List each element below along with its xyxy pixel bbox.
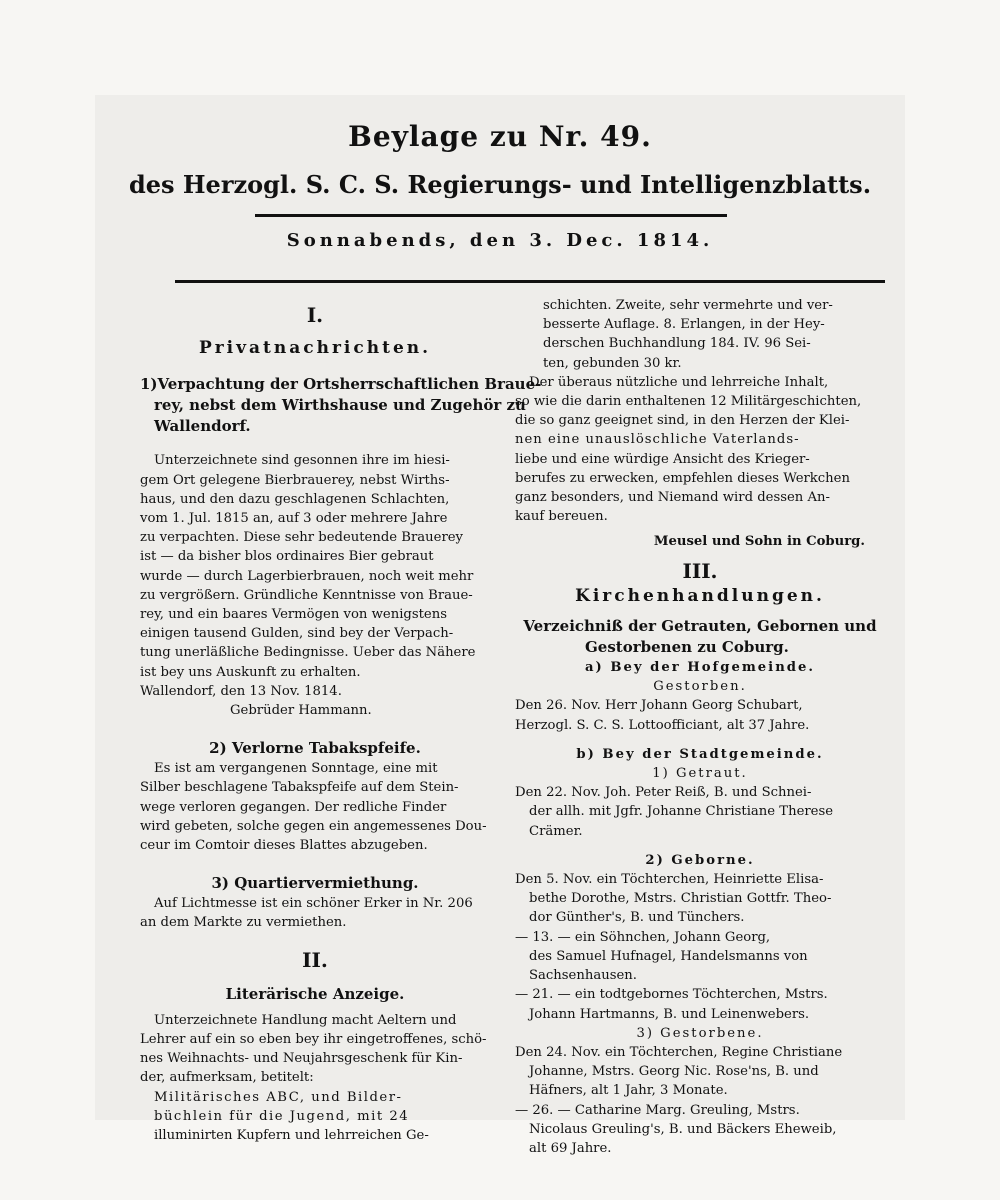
section-number-I: I.: [306, 303, 324, 327]
text-line: — 13. — ein Söhnchen, Johann Georg,: [515, 929, 771, 945]
text-line: Den 22. Nov. Joh. Peter Reiß, B. und Schnei-: [515, 785, 812, 801]
court-parish-entry: [515, 696, 885, 734]
text-line: Herzogl. S. C. S. Lottoofficiant, alt 37 Jahre.: [515, 717, 810, 733]
heading-line: rey, nebst dem Wirthshause und Zugehör zu: [154, 396, 526, 415]
text-line: der allh. mit Jgfr. Johanne Christiane Therese: [529, 804, 834, 820]
text-line: zu vergrößern. Gründliche Kenntnisse von Braue-: [140, 587, 473, 603]
text-line: schichten. Zweite, sehr vermehrte und ver-: [543, 298, 833, 313]
text-line: berufes zu erwecken, empfehlen dieses Werkchen: [515, 470, 850, 486]
church-records-heading: Kirchenhandlungen.: [575, 585, 825, 606]
rule-bottom: [175, 280, 885, 283]
text-line: ten, gebunden 30 kr.: [543, 355, 682, 371]
text-line: Nicolaus Greuling's, B. und Bäckers Eheweib,: [529, 1121, 837, 1137]
text-line: gem Ort gelegene Bierbrauerey, nebst Wirths-: [140, 472, 450, 488]
births-subheading: 2) Geborne.: [645, 852, 755, 868]
right-column: [515, 296, 885, 1158]
supplement-title: Beylage zu Nr. 49.: [348, 120, 652, 153]
article-3-heading: 3) Quartiervermiethung.: [211, 874, 419, 893]
deaths-entries: [515, 1043, 885, 1158]
text-line: Lehrer auf ein so eben bey ihr eingetroffenes, schö-: [140, 1032, 487, 1048]
deceased-subheading: Gestorben.: [653, 679, 747, 695]
city-parish-heading: b) Bey der Stadtgemeinde.: [576, 746, 824, 762]
heading-line: Wallendorf.: [154, 417, 251, 436]
text-line: Johann Hartmanns, B. und Leinenwebers.: [529, 1006, 810, 1022]
signature: Gebrüder Hammann.: [230, 703, 372, 719]
register-heading: [515, 616, 885, 658]
text-line: derschen Buchhandlung 184. IV. 96 Sei-: [543, 336, 811, 352]
text-line: ceur im Comtoir dieses Blattes abzugeben.: [140, 838, 428, 854]
text-line: Es ist am vergangenen Sonntage, eine mit: [154, 761, 438, 777]
text-line: ist — da bisher blos ordinaires Bier gebraut: [140, 549, 434, 565]
text-line: nen eine unauslöschliche Vaterlands-: [515, 432, 800, 448]
court-parish-heading: a) Bey der Hofgemeinde.: [584, 660, 815, 676]
heading-line: Gestorbenen zu Coburg.: [585, 638, 789, 657]
text-line: Crämer.: [529, 823, 583, 839]
text-line: wurde — durch Lagerbierbrauen, noch weit mehr: [140, 568, 474, 584]
private-news-heading: Privatnachrichten.: [198, 338, 432, 359]
text-line: dor Günther's, B. und Tünchers.: [529, 910, 745, 926]
text-line: der, aufmerksam, betitelt:: [140, 1070, 314, 1086]
text-line: Johanne, Mstrs. Georg Nic. Rose'ns, B. und: [529, 1064, 819, 1080]
article-3-body: [140, 894, 490, 932]
section-number-II: II.: [302, 947, 328, 972]
text-line: Unterzeichnete Handlung macht Aeltern und: [154, 1012, 457, 1028]
literary-notice-heading: Literärische Anzeige.: [225, 984, 405, 1003]
text-line: wird gebeten, solche gegen ein angemessenes Dou-: [140, 818, 487, 834]
gazette-subtitle: des Herzogl. S. C. S. Regierungs- und Intelligenzblatts.: [128, 170, 872, 199]
deaths-subheading: 3) Gestorbene.: [636, 1025, 764, 1041]
literary-notice-body: [140, 1011, 490, 1145]
text-line: bethe Dorothe, Mstrs. Christian Gottfr. Theo-: [529, 891, 832, 907]
section-number-III: III.: [682, 558, 718, 583]
text-line: Auf Lichtmesse ist ein schöner Erker in Nr. 206: [154, 896, 473, 912]
text-line: alt 69 Jahre.: [529, 1140, 612, 1156]
article-2-body: [140, 759, 490, 855]
book-title-line: illuminirten Kupfern und lehrreichen Ge-: [154, 1128, 429, 1144]
married-entries: [515, 783, 885, 841]
text-line: besserte Auflage. 8. Erlangen, in der Hey-: [543, 317, 825, 333]
text-line: Häfners, alt 1 Jahr, 3 Monate.: [529, 1083, 728, 1099]
text-line: — 26. — Catharine Marg. Greuling, Mstrs.: [515, 1102, 800, 1118]
article-1-body: [140, 451, 490, 720]
text-line: — 21. — ein todtgebornes Töchterchen, Mstrs.: [515, 987, 828, 1003]
book-title-line: büchlein für die Jugend, mit 24: [154, 1108, 410, 1124]
text-line: ist bey uns Auskunft zu erhalten.: [140, 664, 361, 680]
text-line: vom 1. Jul. 1815 an, auf 3 oder mehrere Jahre: [140, 511, 448, 527]
text-line: Unterzeichnete sind gesonnen ihre im hiesi-: [154, 453, 450, 469]
text-line: wege verloren gegangen. Der redliche Finder: [140, 799, 447, 815]
literary-notice-continued: [515, 296, 885, 373]
text-line: einigen tausend Gulden, sind bey der Verpach-: [140, 626, 454, 642]
text-line: tung unerläßliche Bedingnisse. Ueber das Nähere: [140, 645, 476, 661]
article-1-heading: [140, 374, 542, 437]
rule-top: [255, 214, 727, 217]
text-line: haus, und den dazu geschlagenen Schlachten,: [140, 491, 450, 507]
place-date: Wallendorf, den 13 Nov. 1814.: [140, 683, 342, 699]
heading-line: Verzeichniß der Getrauten, Gebornen und: [523, 617, 877, 636]
issue-date: Sonnabends, den 3. Dec. 1814.: [286, 230, 714, 251]
literary-notice-body-2: [515, 373, 885, 527]
text-line: Sachsenhausen.: [529, 968, 637, 984]
text-line: zu verpachten. Diese sehr bedeutende Brauerey: [140, 530, 464, 546]
births-entries: [515, 870, 885, 1024]
married-subheading: 1) Getraut.: [652, 766, 748, 782]
text-line: an dem Markte zu vermiethen.: [140, 915, 347, 931]
text-line: Der überaus nützliche und lehrreiche Inhalt,: [529, 374, 829, 390]
book-title-line: Militärisches ABC, und Bilder-: [154, 1089, 403, 1105]
text-line: die so ganz geeignet sind, in den Herzen der Klei-: [515, 413, 850, 429]
text-line: Silber beschlagene Tabakspfeife auf dem Stein-: [140, 780, 459, 796]
text-line: so wie die darin enthaltenen 12 Militärgeschichten,: [515, 394, 862, 410]
publisher-signature: Meusel und Sohn in Coburg.: [653, 534, 865, 550]
heading-line: 1)Verpachtung der Ortsherrschaftlichen Braue-: [140, 375, 542, 394]
text-line: Den 5. Nov. ein Töchterchen, Heinriette Elisa-: [515, 872, 824, 888]
text-line: Den 24. Nov. ein Töchterchen, Regine Christiane: [515, 1044, 843, 1060]
text-line: nes Weihnachts- und Neujahrsgeschenk für Kin-: [140, 1051, 463, 1067]
text-line: ganz besonders, und Niemand wird dessen An-: [515, 490, 830, 506]
text-line: des Samuel Hufnagel, Handelsmanns von: [529, 948, 808, 964]
text-line: kauf bereuen.: [515, 509, 608, 525]
article-2-heading: 2) Verlorne Tabakspfeife.: [209, 739, 421, 758]
text-line: Den 26. Nov. Herr Johann Georg Schubart,: [515, 698, 803, 714]
left-column: [140, 300, 542, 1145]
text-line: rey, und ein baares Vermögen von wenigstens: [140, 607, 447, 623]
text-line: liebe und eine würdige Ansicht des Krieger-: [515, 451, 810, 467]
